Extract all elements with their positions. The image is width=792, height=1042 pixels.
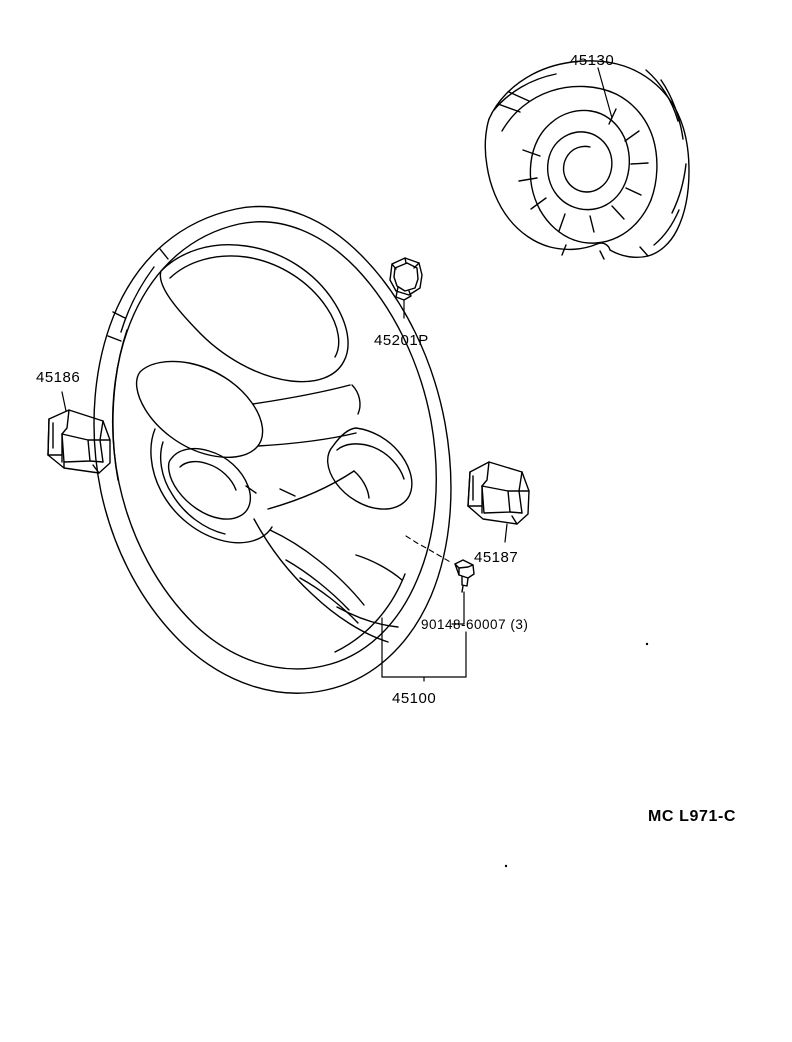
part-label-45201P: 45201P [374, 332, 429, 349]
part-45186-artwork [48, 410, 110, 473]
leader-45186 [62, 392, 66, 411]
part-label-45187: 45187 [474, 549, 519, 566]
leader-45130 [598, 68, 612, 118]
part-45187-artwork [468, 462, 529, 524]
part-45100-artwork [94, 207, 451, 694]
part-90148-artwork [455, 560, 474, 592]
part-label-45100: 45100 [392, 690, 437, 707]
part-45201P-artwork [390, 258, 422, 300]
part-45130-artwork [485, 61, 689, 259]
diagram-code: MC L971-C [648, 808, 737, 825]
part-label-45130: 45130 [570, 52, 615, 69]
part-label-45186: 45186 [36, 369, 81, 386]
leader-45187 [505, 524, 507, 542]
part-label-90148-60007: 90148-60007 (3) [421, 617, 529, 632]
